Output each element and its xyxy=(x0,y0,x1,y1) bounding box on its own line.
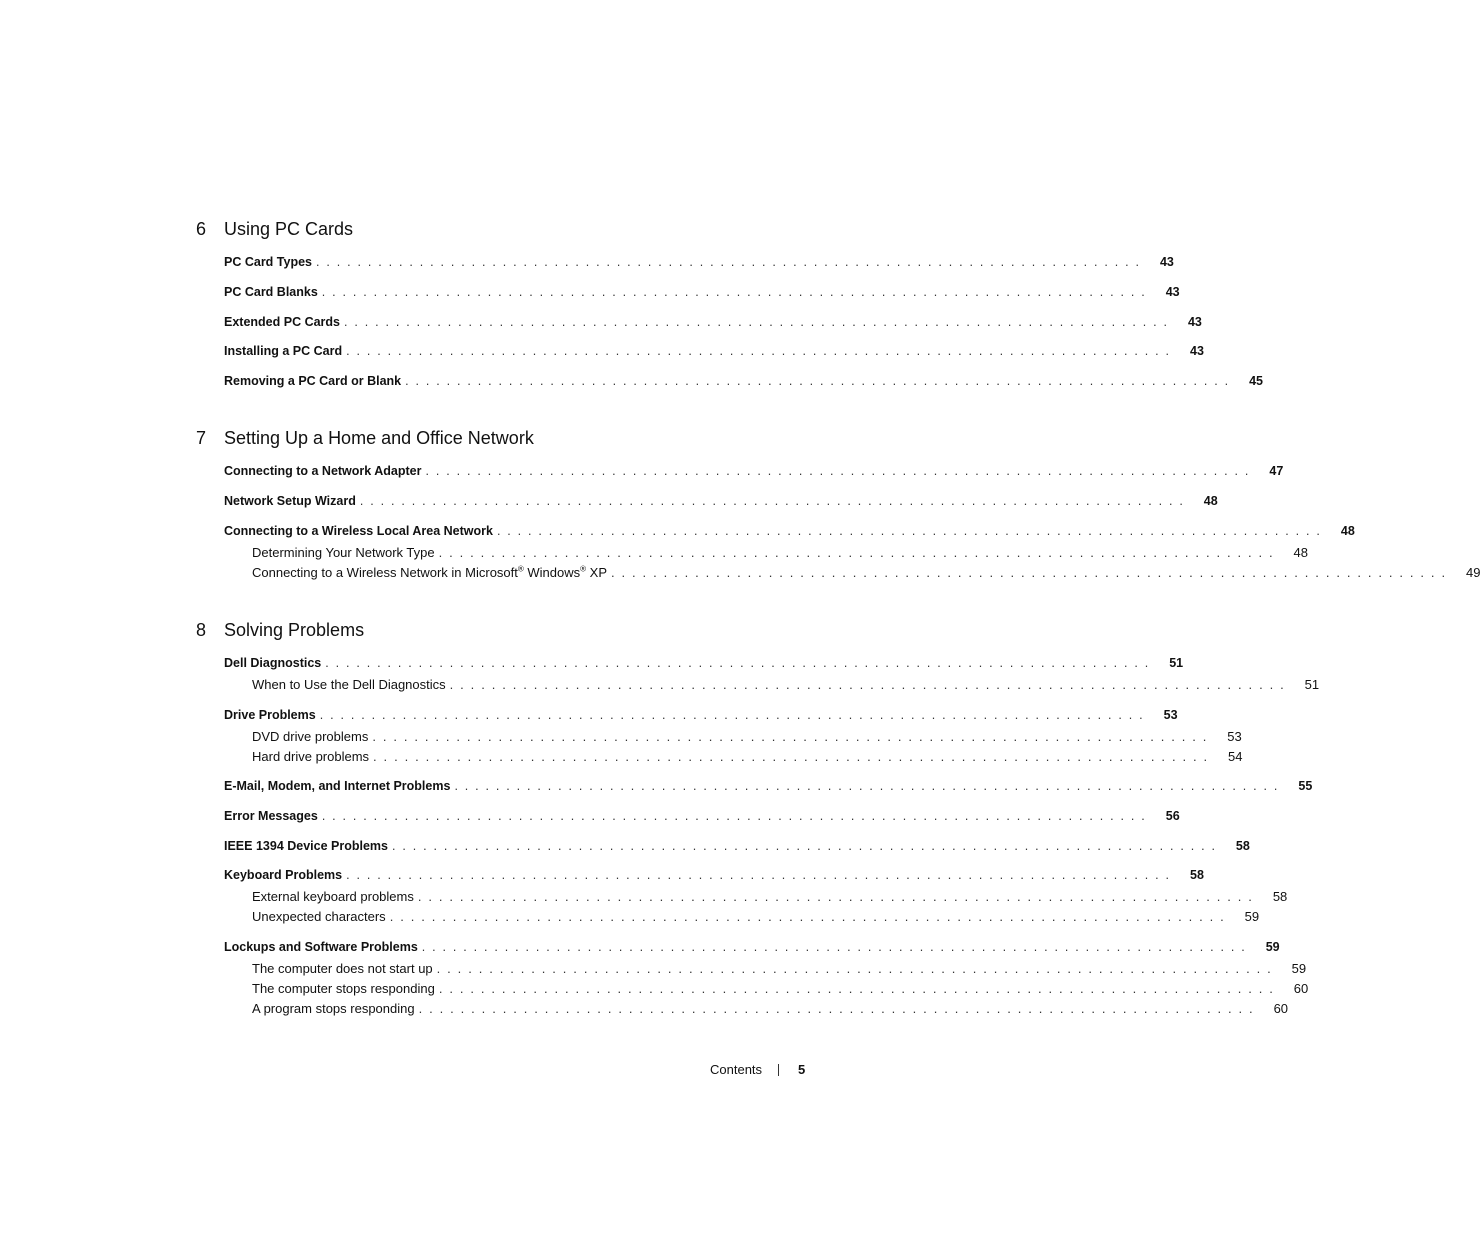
entry-title: The computer stops responding xyxy=(252,981,435,996)
entry-title: E-Mail, Modem, and Internet Problems xyxy=(224,779,451,793)
toc-subentry[interactable] xyxy=(252,908,1260,926)
chapter-number: 6 xyxy=(196,219,207,239)
entry-page: 55 xyxy=(1298,779,1313,793)
entry-title: The computer does not start up xyxy=(252,961,433,976)
entry-title: Connecting to a Wireless Local Area Network xyxy=(224,524,493,538)
toc-entry[interactable] xyxy=(224,807,1180,825)
entry-page: 48 xyxy=(1293,545,1308,560)
toc-subentry[interactable] xyxy=(252,980,1309,998)
entry-page: 56 xyxy=(1165,809,1180,823)
leader-dots: ................................................................................ xyxy=(496,524,1327,538)
entry-page: 49 xyxy=(1465,565,1480,580)
chapter-title: Solving Problems xyxy=(224,620,365,640)
entry-title: Dell Diagnostics xyxy=(224,656,322,670)
entry-title: Drive Problems xyxy=(224,708,316,722)
toc-entry[interactable] xyxy=(224,283,1180,301)
entry-page: 58 xyxy=(1272,889,1288,904)
toc-subentry[interactable] xyxy=(252,1000,1289,1018)
leader-dots: ................................................................................ xyxy=(405,374,1235,388)
entry-page: 47 xyxy=(1269,464,1284,478)
leader-dots: ................................................................................ xyxy=(346,344,1176,358)
toc-subentry[interactable] xyxy=(252,564,1480,582)
leader-dots: ................................................................................ xyxy=(344,315,1174,329)
entry-title: Connecting to a Wireless Network in Microsoft® Windows® XP xyxy=(252,564,608,580)
toc-entry[interactable] xyxy=(224,866,1204,884)
entry-title: Lockups and Software Problems xyxy=(224,940,418,954)
entry-title: Keyboard Problems xyxy=(224,868,343,882)
toc-entry[interactable] xyxy=(224,462,1284,480)
chapter-title: Setting Up a Home and Office Network xyxy=(224,428,534,448)
chapter-number: 8 xyxy=(196,620,207,640)
entry-page: 43 xyxy=(1187,315,1202,329)
toc-subentry[interactable] xyxy=(252,960,1307,978)
toc-entry[interactable] xyxy=(224,837,1250,855)
leader-dots: ................................................................................ xyxy=(449,677,1291,692)
entry-page: 58 xyxy=(1190,868,1204,882)
entry-page: 60 xyxy=(1293,981,1309,996)
entry-page: 60 xyxy=(1273,1001,1289,1016)
entry-title: When to Use the Dell Diagnostics xyxy=(252,677,446,692)
entry-page: 43 xyxy=(1190,344,1204,358)
footer-divider xyxy=(778,1064,779,1076)
entry-page: 53 xyxy=(1163,708,1178,722)
entry-page: 48 xyxy=(1340,524,1355,538)
entry-title: Determining Your Network Type xyxy=(252,545,435,560)
toc-subentry[interactable] xyxy=(252,544,1308,562)
entry-title: Network Setup Wizard xyxy=(224,494,356,508)
entry-page: 54 xyxy=(1228,749,1243,764)
entry-page: 51 xyxy=(1304,677,1320,692)
toc-entry[interactable] xyxy=(224,706,1178,724)
leader-dots: ................................................................................ xyxy=(417,889,1259,904)
leader-dots: ................................................................................ xyxy=(391,839,1222,853)
entry-page: 51 xyxy=(1169,656,1184,670)
leader-dots: ................................................................................ xyxy=(346,868,1176,882)
entry-page: 59 xyxy=(1291,961,1307,976)
entry-title: External keyboard problems xyxy=(252,889,414,904)
entry-title: Extended PC Cards xyxy=(224,315,341,329)
leader-dots: ................................................................................ xyxy=(421,940,1252,954)
toc-subentry[interactable] xyxy=(252,888,1288,906)
toc-subentry[interactable] xyxy=(252,728,1242,746)
toc-entry[interactable] xyxy=(224,938,1280,956)
leader-dots: ................................................................................ xyxy=(359,494,1190,508)
entry-page: 58 xyxy=(1235,839,1250,853)
entry-page: 43 xyxy=(1159,255,1174,269)
toc-entry[interactable] xyxy=(224,492,1218,510)
leader-dots: ................................................................................ xyxy=(321,285,1152,299)
entry-title: A program stops responding xyxy=(252,1001,415,1016)
leader-dots: ................................................................................ xyxy=(373,749,1214,764)
entry-title: Unexpected characters xyxy=(252,909,386,924)
leader-dots: ................................................................................ xyxy=(316,255,1146,269)
toc-entry[interactable] xyxy=(224,342,1204,360)
entry-page: 43 xyxy=(1165,285,1180,299)
entry-title: Connecting to a Network Adapter xyxy=(224,464,422,478)
entry-page: 48 xyxy=(1203,494,1218,508)
chapter-heading xyxy=(196,218,353,240)
chapter-number: 7 xyxy=(196,428,207,448)
chapter-heading xyxy=(196,427,534,449)
page-number: 5 xyxy=(798,1062,806,1077)
entry-page: 59 xyxy=(1265,940,1280,954)
toc-entry[interactable] xyxy=(224,253,1174,271)
toc-entry[interactable] xyxy=(224,777,1313,795)
toc-entry[interactable] xyxy=(224,522,1355,540)
leader-dots: ................................................................................ xyxy=(319,708,1150,722)
toc-subentry[interactable] xyxy=(252,748,1243,766)
toc-entry[interactable] xyxy=(224,654,1184,672)
leader-dots: ................................................................................ xyxy=(425,464,1256,478)
leader-dots: ................................................................................ xyxy=(418,1001,1260,1016)
leader-dots: ................................................................................ xyxy=(454,779,1285,793)
entry-title: Removing a PC Card or Blank xyxy=(224,374,402,388)
leader-dots: ................................................................................ xyxy=(436,961,1278,976)
entry-title: DVD drive problems xyxy=(252,729,369,744)
leader-dots: ................................................................................ xyxy=(321,809,1152,823)
leader-dots: ................................................................................ xyxy=(325,656,1156,670)
toc-entry[interactable] xyxy=(224,372,1263,390)
entry-page: 53 xyxy=(1227,729,1242,744)
entry-title: PC Card Types xyxy=(224,255,312,269)
chapter-heading xyxy=(196,619,364,641)
leader-dots: ................................................................................ xyxy=(389,909,1231,924)
chapter-title: Using PC Cards xyxy=(224,219,354,239)
leader-dots: ................................................................................ xyxy=(438,981,1280,996)
footer-label: Contents xyxy=(710,1062,763,1077)
entry-title: Error Messages xyxy=(224,809,318,823)
toc-subentry[interactable] xyxy=(252,676,1320,694)
leader-dots: ................................................................................ xyxy=(372,729,1214,744)
entry-page: 59 xyxy=(1244,909,1260,924)
entry-title: IEEE 1394 Device Problems xyxy=(224,839,388,853)
leader-dots: ................................................................................ xyxy=(611,565,1452,580)
entry-title: PC Card Blanks xyxy=(224,285,318,299)
entry-page: 45 xyxy=(1249,374,1263,388)
entry-title: Hard drive problems xyxy=(252,749,370,764)
toc-entry[interactable] xyxy=(224,313,1202,331)
leader-dots: ................................................................................ xyxy=(438,545,1280,560)
entry-title: Installing a PC Card xyxy=(224,344,343,358)
